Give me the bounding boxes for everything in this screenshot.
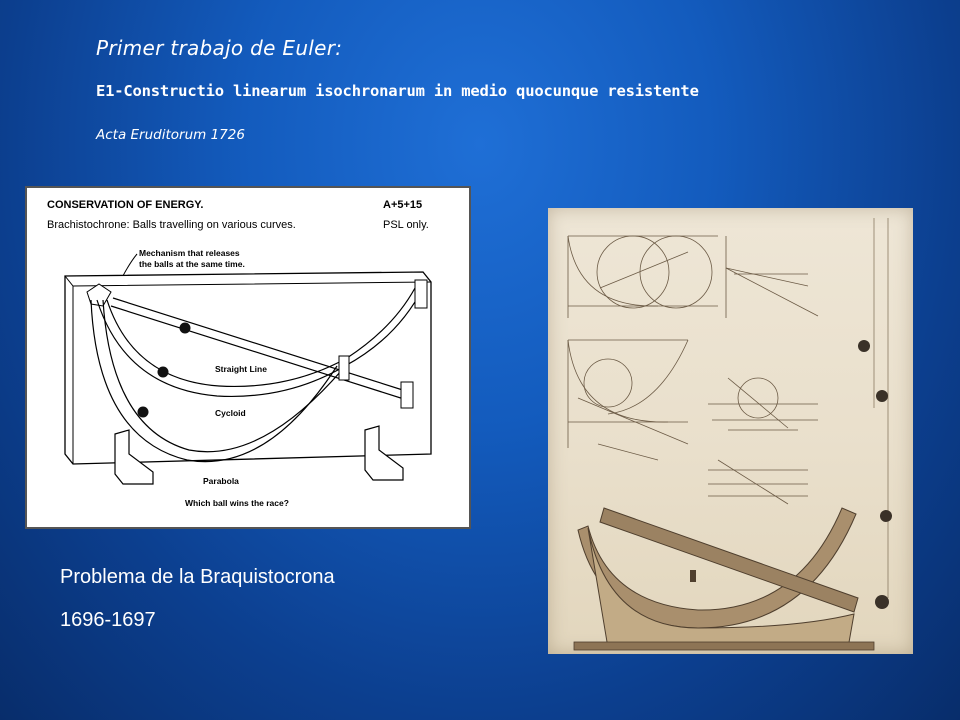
stop-block <box>415 280 427 308</box>
publication-reference: Acta Eruditorum 1726 <box>96 127 245 143</box>
historical-engraving <box>548 208 913 654</box>
brachistochrone-diagram <box>25 186 471 529</box>
stop-block <box>339 356 349 380</box>
label-parabola: Parabola <box>203 476 239 486</box>
caption-years: 1696-1697 <box>60 609 156 631</box>
stop-block <box>401 382 413 408</box>
diagram-note: PSL only. <box>383 219 429 231</box>
ball-straight <box>180 323 191 334</box>
ball-parabola <box>138 407 149 418</box>
diagram-code: A+5+15 <box>383 199 423 211</box>
question-text: Which ball wins the race? <box>185 498 289 508</box>
apparatus-plinth <box>574 642 874 650</box>
engraving-ball <box>876 390 888 402</box>
callout-line-2: the balls at the same time. <box>139 259 245 269</box>
work-title: E1-Constructio linearum isochronarum in medio quocunque resistente <box>96 82 699 100</box>
ball-cycloid <box>158 367 169 378</box>
engraving-ball <box>858 340 870 352</box>
caption-problem: Problema de la Braquistocrona <box>60 566 335 588</box>
label-straight-line: Straight Line <box>215 364 267 374</box>
engraving-ball <box>880 510 892 522</box>
diagram-heading: CONSERVATION OF ENERGY. <box>47 199 204 211</box>
diagram-subheading: Brachistochrone: Balls travelling on various curves. <box>47 219 296 231</box>
label-cycloid: Cycloid <box>215 408 246 418</box>
slide-title: Primer trabajo de Euler: <box>96 36 343 60</box>
apparatus-knob <box>690 570 696 582</box>
geometric-figures <box>568 236 818 504</box>
engraving-ball <box>875 595 889 609</box>
callout-line-1: Mechanism that releases <box>139 248 240 258</box>
